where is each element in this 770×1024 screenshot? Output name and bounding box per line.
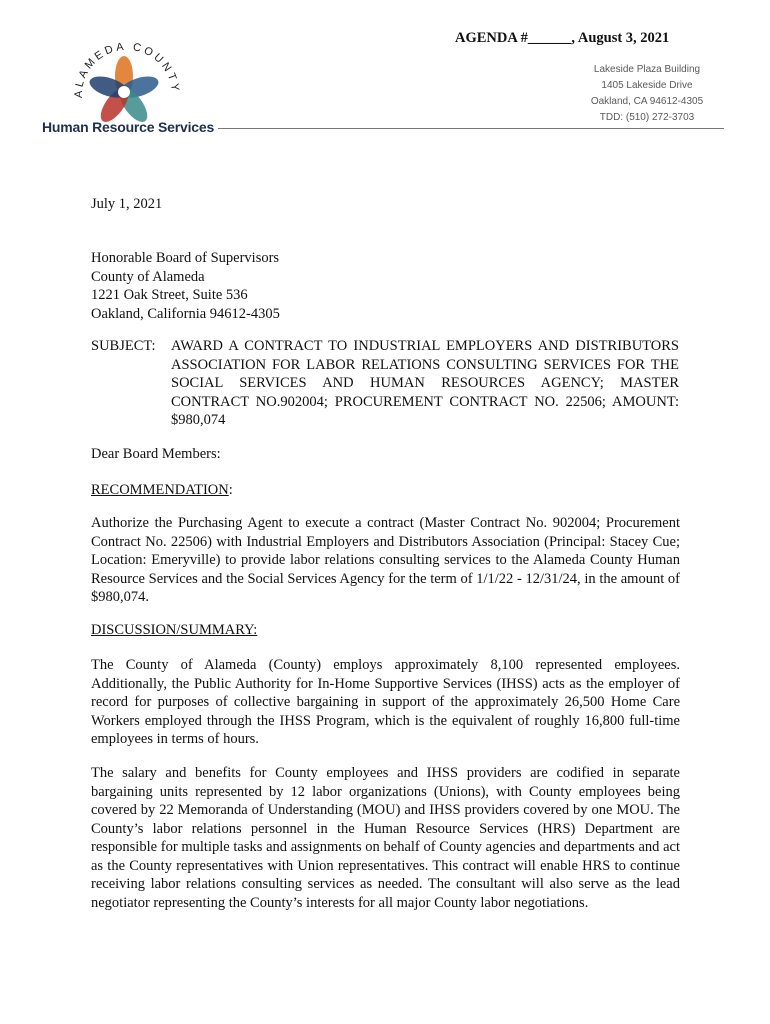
- recommendation-paragraph: Authorize the Purchasing Agent to execute a contract (Master Contract No. 902004; Procurement Contract No. 22506) with Industrial Employers and Distributors Association (Principal: Stacey Cue; Location: Emeryville) to provide labor relations consulting services to the Alameda County Human Resource Services and the Social Services Agency for the term of 1/1/22 - 12/31/24, in the amount of $980,074.: [91, 515, 680, 605]
- recommendation-heading: [91, 481, 233, 500]
- subject-label: SUBJECT:: [91, 338, 156, 354]
- recipient-line: County of Alameda: [91, 268, 205, 285]
- subject-text: AWARD A CONTRACT TO INDUSTRIAL EMPLOYERS AND DISTRIBUTORS ASSOCIATION FOR LABOR RELATIONS CONSULTING SERVICES FOR THE SOCIAL SERVICES AND HUMAN RESOURCES AGENCY; MASTER CONTRACT NO.902004; PROCUREMENT CONTRACT NO. 22506; AMOUNT: $980,074: [171, 338, 679, 428]
- recommendation-heading-colon: :: [228, 482, 233, 498]
- logo-ring-text: ALAMEDA COUNTY: [72, 40, 182, 99]
- alameda-county-logo: [60, 30, 185, 130]
- discussion-paragraph: The salary and benefits for County employees and IHSS providers are codified in separate bargaining units represented by 12 labor organizations (Unions), with County employees being covered by 22 Memoranda of Understanding (MOU) and IHSS providers covered by one MOU. The County’s labor relations personnel in the Human Resource Services (HRS) Department are responsible for multiple tasks and assignments on behalf of County agencies and departments and act as the County representatives with Union representatives. This contract will enable HRS to continue receiving labor relations consulting services as needed. The consultant will also serve as the lead negotiator representing the County’s interests for all major County labor negotiations.: [91, 765, 680, 911]
- letter-date: July 1, 2021: [91, 196, 163, 212]
- agenda-line: AGENDA #______, August 3, 2021: [455, 30, 670, 46]
- discussion-heading: DISCUSSION/SUMMARY:: [91, 622, 258, 638]
- recipient-line: 1221 Oak Street, Suite 536: [91, 287, 248, 303]
- letterhead-address: [582, 62, 712, 126]
- recipient-block: [91, 249, 280, 323]
- org-name: Human Resource Services: [42, 119, 215, 135]
- address-line: 1405 Lakeside Drive: [601, 80, 693, 91]
- recommendation-heading-text: RECOMMENDATION: [91, 482, 229, 498]
- address-line: Lakeside Plaza Building: [593, 64, 701, 75]
- address-line: TDD: (510) 272-3703: [599, 112, 695, 123]
- recipient-line: Oakland, California 94612-4305: [91, 305, 280, 322]
- discussion-paragraph: The County of Alameda (County) employs approximately 8,100 represented employees. Additionally, the Public Authority for In-Home Supportive Services (IHSS) acts as the employer of record for purposes of collective bargaining in support of the approximately 26,500 Home Care Workers employed through the IHSS Program, which is the equivalent of roughly 16,800 full-time employees in terms of hours.: [91, 657, 680, 747]
- salutation: Dear Board Members:: [91, 446, 221, 462]
- address-line: Oakland, CA 94612-4305: [590, 96, 704, 107]
- letterhead-rule: [218, 128, 724, 129]
- recipient-line: Honorable Board of Supervisors: [91, 250, 280, 266]
